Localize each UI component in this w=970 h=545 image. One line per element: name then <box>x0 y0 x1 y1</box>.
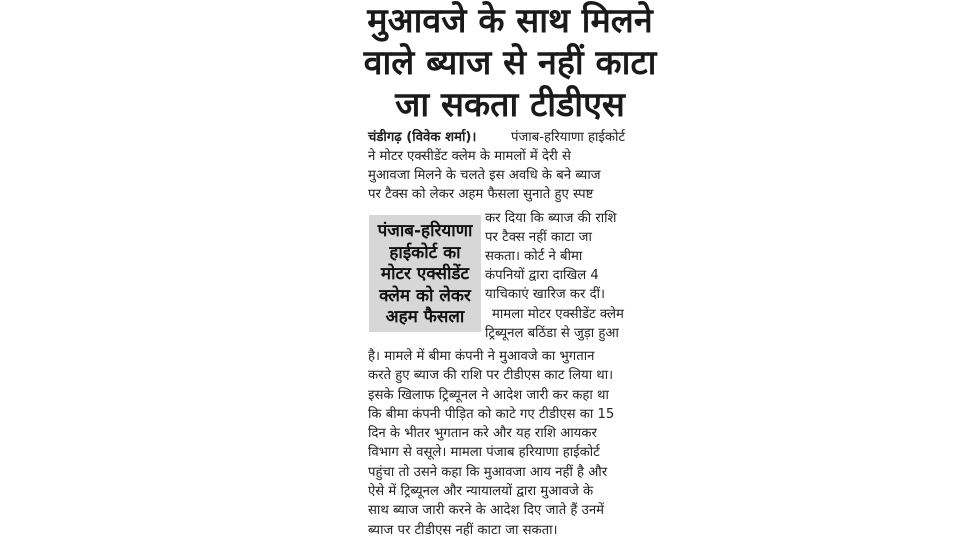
article-line: विभाग से वसूले। मामला पंजाब हरियाणा हाईकोर्ट <box>368 445 600 460</box>
article-line: पहुंचा तो उसने कहा कि मुआवजा आय नहीं है और <box>368 465 608 480</box>
headline-line: जा सकता टीडीएस <box>395 85 625 125</box>
article-line: कर दिया कि ब्याज की राशि <box>485 211 617 226</box>
article-line: सकता। कोर्ट ने बीमा <box>485 249 583 264</box>
article-line: ऐसे में ट्रिब्यूनल और न्यायालयों द्वारा मुआवजे के <box>368 484 594 499</box>
article-line: कंपनियों द्वारा दाखिल 4 <box>485 268 599 283</box>
article-line: याचिकाएं खारिज कर दीं। <box>485 287 606 302</box>
highlight-line: पंजाब-हरियाणा <box>377 221 473 241</box>
headline-line: वाले ब्याज से नहीं काटा <box>363 43 657 83</box>
highlight-line: हाईकोर्ट का <box>389 242 461 263</box>
byline: चंडीगढ़ (विवेक शर्मा)। <box>368 130 477 145</box>
article-line: मुआवजा मिलने के चलते इस अवधि के बने ब्याज <box>368 168 601 183</box>
highlight-line: अहम फैसला <box>385 307 465 327</box>
article-line: कि बीमा कंपनी पीड़ित को काटे गए टीडीएस का 15 <box>368 407 615 422</box>
article-line: पर टैक्स को लेकर अहम फैसला सुनाते हुए स्पष्ट <box>368 187 594 202</box>
article-line: दिन के भीतर भुगतान करे और यह राशि आयकर <box>368 426 597 441</box>
highlight-box <box>369 215 481 332</box>
article-line: इसके खिलाफ ट्रिब्यूनल ने आदेश जारी कर कहा था <box>368 388 609 403</box>
article-line: पंजाब-हरियाणा हाईकोर्ट <box>511 130 626 145</box>
article-line: ने मोटर एक्सीडेंट क्लेम के मामलों में देरी से <box>368 149 571 164</box>
highlight-line: मोटर एक्सीडेंट <box>380 264 470 284</box>
headline-line: मुआवजे के साथ मिलने <box>367 1 653 41</box>
highlight-line: क्लेम को लेकर <box>379 285 471 306</box>
headline <box>360 0 660 126</box>
article-line: ट्रिब्यूनल बठिंडा से जुड़ा हुआ <box>485 326 619 341</box>
article-line: ब्याज पर टीडीएस नहीं काटा जा सकता। <box>368 523 558 538</box>
article-line: साथ ब्याज जारी करने के आदेश दिए जाते हैं उनमें <box>368 503 605 518</box>
article-line: करते हुए ब्याज की राशि पर टीडीएस काट लिया था। <box>368 368 614 383</box>
article-line: है। मामले में बीमा कंपनी ने मुआवजे का भुगतान <box>368 349 595 364</box>
article-line: पर टैक्स नहीं काटा जा <box>485 230 592 245</box>
article-line: मामला मोटर एक्सीडेंट क्लेम <box>492 307 624 322</box>
